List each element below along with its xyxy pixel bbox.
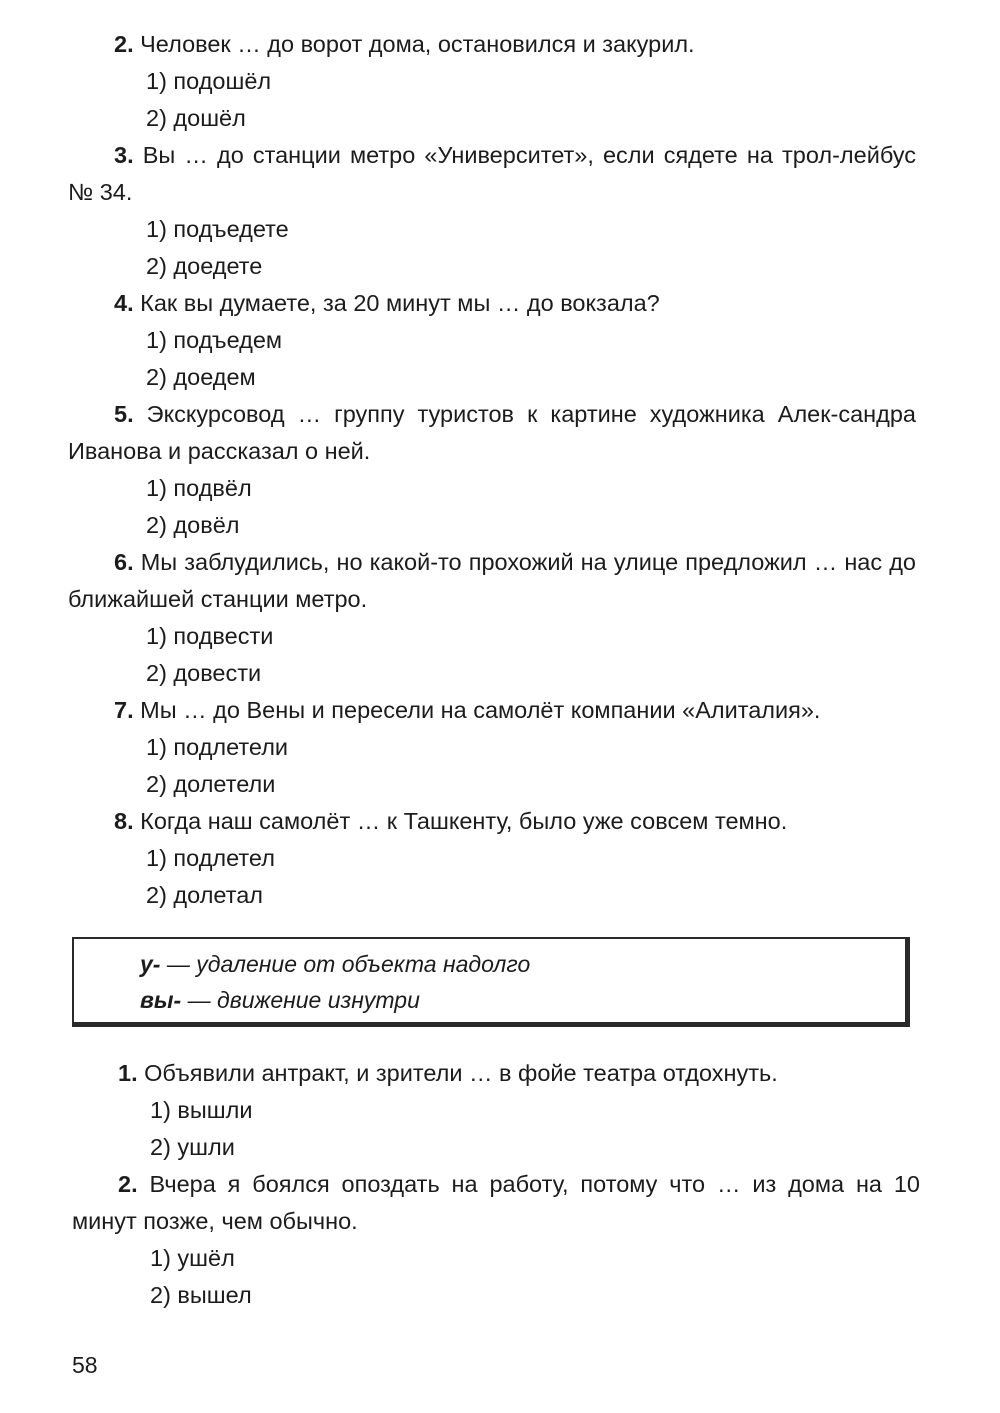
- question-text: Как вы думаете, за 20 минут мы … до вокзала?: [140, 290, 660, 316]
- answer-option: 2) довёл: [146, 512, 240, 538]
- prefix-label: у-: [140, 951, 161, 977]
- question-item: [72, 1166, 920, 1240]
- answer-option: 2) долетал: [146, 882, 263, 908]
- answer-option: 2) ушли: [150, 1134, 235, 1160]
- question-item: [68, 285, 916, 322]
- answer-option: 1) подошёл: [146, 68, 272, 94]
- question-number: 3.: [114, 142, 134, 168]
- prefix-meaning: — движение изнутри: [181, 987, 420, 1013]
- question-text: Экскурсовод … группу туристов к картине художника Алек-сандра Иванова и рассказал о ней.: [68, 401, 917, 464]
- answer-option: 1) подъедем: [146, 327, 283, 353]
- answer-option: 1) подвёл: [146, 475, 252, 501]
- answer-option: 1) подъедете: [146, 216, 289, 242]
- question-text: Вы … до станции метро «Университет», если сядете на трол-лейбус № 34.: [68, 142, 917, 205]
- answer-option: 1) подлетел: [146, 845, 275, 871]
- prefix-rule: [74, 946, 905, 982]
- answer-option: 2) вышел: [150, 1282, 252, 1308]
- question-item: [68, 396, 916, 470]
- exercise-section-1: [68, 26, 916, 914]
- answer-option: 1) ушёл: [150, 1245, 235, 1271]
- answer-option: 2) дошёл: [146, 105, 246, 131]
- question-item: [72, 1055, 920, 1092]
- answer-option: 1) подвести: [146, 623, 274, 649]
- question-number: 2.: [118, 1171, 138, 1197]
- question-number: 1.: [118, 1060, 138, 1086]
- question-number: 5.: [114, 401, 134, 427]
- question-item: [68, 692, 916, 729]
- question-text: Когда наш самолёт … к Ташкенту, было уже совсем темно.: [140, 808, 788, 834]
- answer-option: 2) довести: [146, 660, 262, 686]
- prefix-meaning: — удаление от объекта надолго: [160, 951, 531, 977]
- question-number: 4.: [114, 290, 134, 316]
- answer-option: 2) доедете: [146, 253, 263, 279]
- question-text: Вчера я боялся опоздать на работу, потому что … из дома на 10 минут позже, чем обычно.: [72, 1171, 920, 1234]
- question-text: Человек … до ворот дома, остановился и закурил.: [140, 31, 695, 57]
- answer-option: 2) доедем: [146, 364, 256, 390]
- question-number: 6.: [114, 549, 134, 575]
- prefix-label: вы-: [140, 987, 182, 1013]
- question-item: [68, 137, 916, 211]
- prefix-rule: [74, 982, 905, 1018]
- question-item: [68, 803, 916, 840]
- page-number: 58: [72, 1352, 98, 1378]
- answer-option: 1) вышли: [150, 1097, 253, 1123]
- question-text: Объявили антракт, и зрители … в фойе театра отдохнуть.: [144, 1060, 778, 1086]
- answer-option: 1) подлетели: [146, 734, 289, 760]
- question-text: Мы заблудились, но какой-то прохожий на улице предложил … нас до ближайшей станции метро.: [68, 549, 916, 612]
- prefix-rule-box: [72, 937, 910, 1027]
- answer-option: 2) долетели: [146, 771, 276, 797]
- question-text: Мы … до Вены и пересели на самолёт компании «Алиталия».: [140, 697, 821, 723]
- question-item: [68, 26, 916, 63]
- question-number: 2.: [114, 31, 134, 57]
- question-number: 8.: [114, 808, 134, 834]
- question-item: [68, 544, 916, 618]
- question-number: 7.: [114, 697, 134, 723]
- exercise-section-2: [72, 1055, 920, 1314]
